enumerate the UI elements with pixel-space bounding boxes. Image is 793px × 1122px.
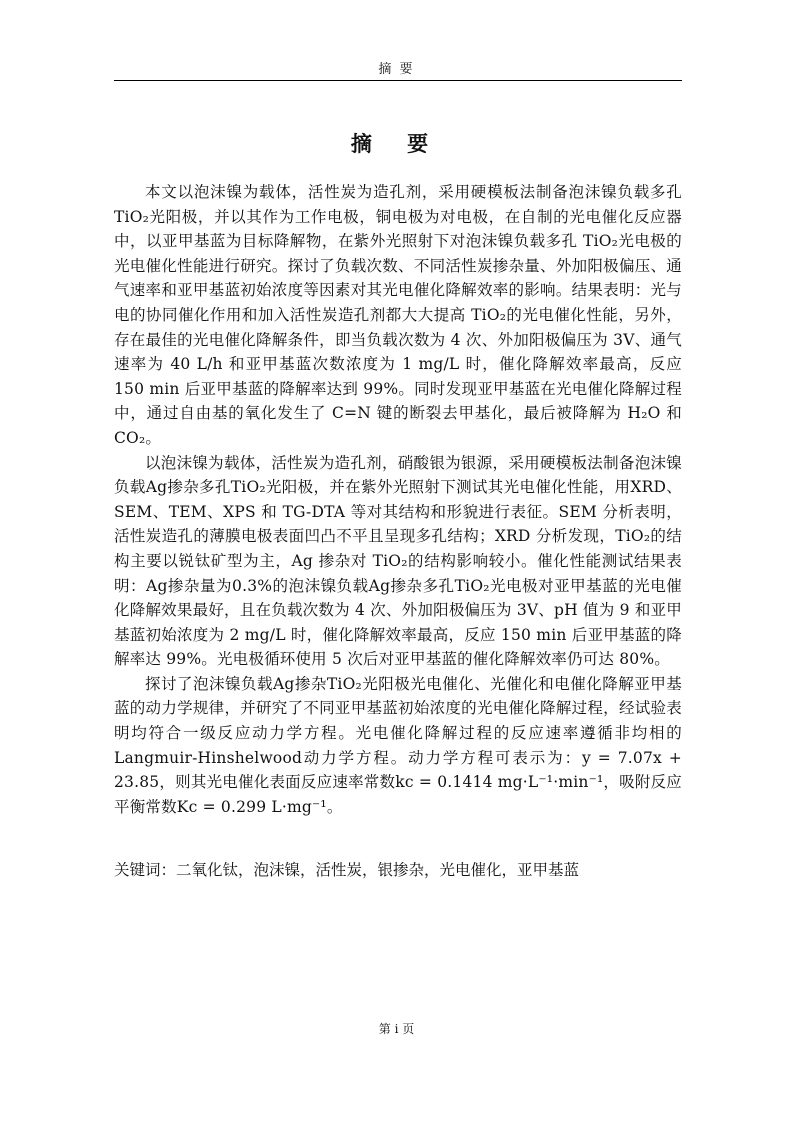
- page-title: 摘 要: [350, 131, 443, 156]
- header-rule: [114, 80, 682, 81]
- page-number: 第 i 页: [378, 1022, 415, 1036]
- abstract-paragraph-2: 以泡沫镍为载体，活性炭为造孔剂，硝酸银为银源，采用硬模板法制备泡沫镍负载Ag掺杂多孔TiO₂光阳极，并在紫外光照射下测试其光电催化性能，用XRD、SEM、TEM、XPS 和 TG-DTA 等对其结构和形貌进行表征。SEM 分析表明，活性炭造孔的薄膜电极表面凹凸不平且呈现多孔结构；XRD 分析发现，TiO₂的结构主要以锐钛矿型为主，Ag 掺杂对 TiO₂的结构影响较小。催化性能测试结果表明：Ag掺杂量为0.3%的泡沫镍负载Ag掺杂多孔TiO₂光电极对亚甲基蓝的光电催化降解效果最好，且在负载次数为 4 次、外加阳极偏压为 3V、pH 值为 9 和亚甲基蓝初始浓度为 2 mg/L 时，催化降解效率最高，反应 150 min 后亚甲基蓝的降解率达 99%。光电极循环使用 5 次后对亚甲基蓝的催化降解效率仍可达 80%。: [114, 453, 682, 669]
- running-header: 摘 要: [378, 62, 415, 77]
- abstract-paragraph-1: 本文以泡沫镍为载体，活性炭为造孔剂，采用硬模板法制备泡沫镍负载多孔TiO₂光阳极，并以其作为工作电极，铜电极为对电极，在自制的光电催化反应器中，以亚甲基蓝为目标降解物，在紫外光照射下对泡沫镍负载多孔 TiO₂光电极的光电催化性能进行研究。探讨了负载次数、不同活性炭掺杂量、外加阳极偏压、通气速率和亚甲基蓝初始浓度等因素对其光电催化降解效率的影响。结果表明：光与电的协同催化作用和加入活性炭造孔剂都大大提高 TiO₂的光电催化性能，另外，存在最佳的光电催化降解条件，即当负载次数为 4 次、外加阳极偏压为 3V、通气速率为 40 L/h 和亚甲基蓝次数浓度为 1 mg/L 时，催化降解效率最高，反应 150 min 后亚甲基蓝的降解率达到 99%。同时发现亚甲基蓝在光电催化降解过程中，通过自由基的氧化发生了 C=N 键的断裂去甲基化，最后被降解为 H₂O 和 CO₂。: [114, 183, 682, 447]
- abstract-paragraph-3: 探讨了泡沫镍负载Ag掺杂TiO₂光阳极光电催化、光催化和电催化降解亚甲基蓝的动力学规律，并研究了不同亚甲基蓝初始浓度的光电催化降解过程，经试验表明均符合一级反应动力学方程。光电催化降解过程的反应速率遵循非均相的Langmuir-Hinshelwood动力学方程。动力学方程可表示为：y = 7.07x + 23.85，则其光电催化表面反应速率常数kc = 0.1414 mg·L⁻¹·min⁻¹，吸附反应平衡常数Kc = 0.299 L·mg⁻¹。: [114, 674, 682, 816]
- keywords-line: 关键词：二氧化钛，泡沫镍，活性炭，银掺杂，光电催化，亚甲基蓝: [114, 861, 580, 879]
- abstract-body: [114, 180, 682, 819]
